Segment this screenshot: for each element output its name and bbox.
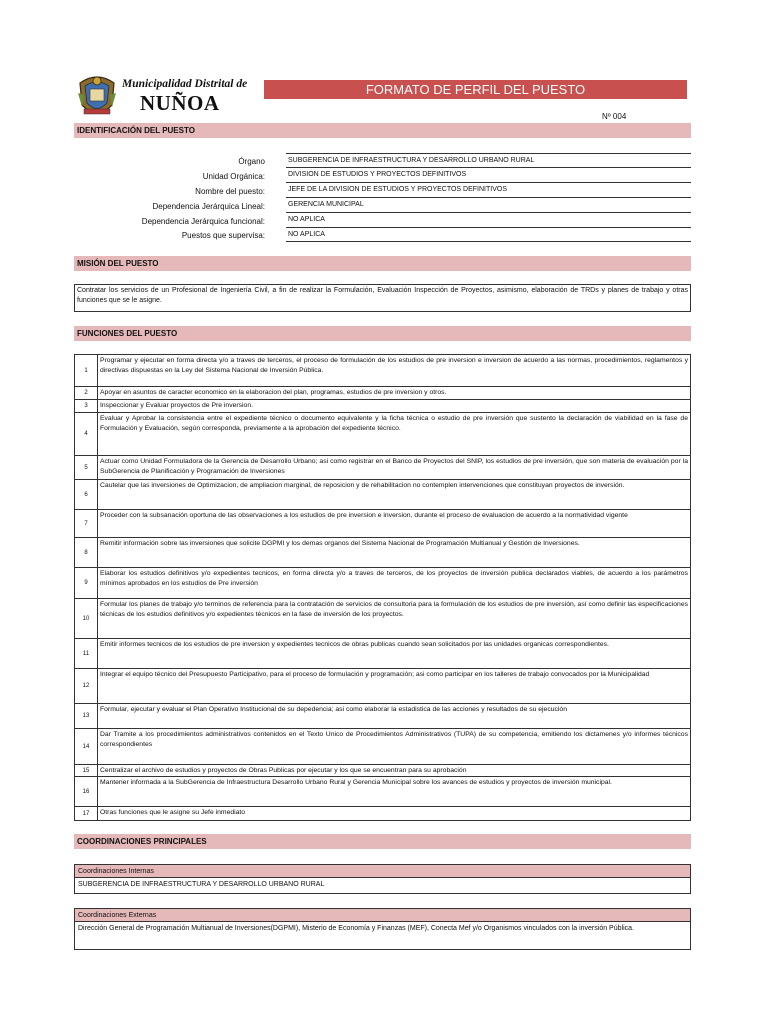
table-row	[75, 599, 690, 639]
field-label-dependencia-lineal: Dependencia Jerárquica Lineal:	[152, 202, 265, 211]
table-row	[75, 568, 690, 599]
field-label-dependencia-funcional: Dependencia Jerárquica funcional:	[141, 217, 265, 226]
row-number: 12	[82, 683, 90, 689]
row-number: 2	[84, 390, 88, 396]
row-number: 5	[84, 464, 88, 471]
row-number: 9	[84, 580, 88, 586]
table-row	[75, 400, 690, 413]
field-value-dependencia-funcional: NO APLICA	[286, 212, 691, 226]
row-number: 10	[82, 615, 90, 622]
field-value-puestos-supervisa: NO APLICA	[286, 227, 691, 242]
section-funciones-header: FUNCIONES DEL PUESTO	[74, 326, 691, 341]
row-number: 1	[84, 367, 88, 374]
field-value-dependencia-lineal: GERENCIA MUNICIPAL	[286, 197, 691, 211]
field-label-unidad-organica: Unidad Orgánica:	[202, 172, 265, 181]
row-number: 3	[84, 403, 88, 409]
function-text: Proceder con la subsanación oportuna de las observaciones a los estudios de pre inversion e inversion, durante el proceso de evaluacion de acuerdo a la normatividad vigente	[97, 510, 690, 537]
table-row	[75, 669, 690, 704]
table-row	[75, 413, 690, 456]
table-row	[75, 538, 690, 568]
function-text: Actuar como Unidad Formuladora de la Gerencia de Desarrollo Urbano; asi como registrar en el Banco de Proyectos del SNIP, los estudios de pre inversión, que son materia de evaluación por la SubGerencia de Planificación y Programación de Inversiones	[97, 456, 690, 479]
row-number: 17	[82, 810, 90, 817]
row-number: 11	[82, 650, 90, 657]
row-number: 7	[84, 520, 88, 527]
field-value-organo: SUBGERENCIA DE INFRAESTRUCTURA Y DESARROLLO URBANO RURAL	[286, 153, 691, 167]
function-text: Cautelar que las inversiones de Optimizacion, de ampliacion marginal, de reposicion y de rehabilitacion no contemplen intervenciones que constituyan proyectos de inversión.	[97, 480, 690, 509]
table-row	[75, 704, 690, 729]
table-row	[75, 510, 690, 538]
field-label-puestos-supervisa: Puestos que supervisa:	[181, 231, 265, 240]
function-text: Elaborar los estudios definitivos y/o expedientes tecnicos, en forma directa y/o a traves de terceros, de los proyectos de inversión publica declarados viables, de acuerdo a los parámetros mínimos aprobados en los estudios de Pre inversión	[97, 568, 690, 598]
city-name: NUÑOA	[140, 91, 220, 115]
function-text: Remitir información sobre las inversiones que solicite DGPMI y los demas organos del Sistema Nacional de Programación Multianual y Gestión de Inversiones.	[97, 538, 690, 567]
function-text: Inspeccionar y Evaluar proyectos de Pre inversion.	[97, 400, 690, 412]
row-number: 4	[84, 431, 88, 437]
function-text: Otras funciones que le asigne su Jefe inmediato	[97, 807, 690, 820]
function-text: Formular, ejecutar y evaluar el Plan Operativo Institucional de su depedencia; asi como elaborar la estadistica de las acciones y resultados de su ejecución	[97, 704, 690, 728]
row-number: 14	[82, 743, 90, 750]
table-row	[75, 456, 690, 480]
field-value-nombre-puesto: JEFE DE LA DIVISION DE ESTUDIOS Y PROYECTOS DEFINITIVOS	[286, 182, 691, 196]
coordinaciones-internas-label: Coordinaciones Internas	[74, 864, 691, 878]
function-text: Integrar el equipo técnico del Presupuesto Participativo, para el proceso de formulación y programación; asi como participar en los talleres de trabajo convocados por la Municipalidad	[97, 669, 690, 703]
table-row	[75, 765, 690, 777]
municipal-emblem-logo	[76, 73, 118, 119]
table-row	[75, 777, 690, 807]
section-coordinaciones-header: COORDINACIONES PRINCIPALES	[74, 834, 691, 849]
field-label-nombre-puesto: Nombre del puesto:	[195, 187, 265, 196]
municipality-name: Municipalidad Distrital de	[122, 78, 248, 90]
table-row	[75, 729, 690, 765]
table-row	[75, 480, 690, 510]
section-identificacion-header: IDENTIFICACIÓN DEL PUESTO	[74, 123, 691, 138]
row-number: 13	[82, 713, 90, 719]
coordinaciones-internas-value: SUBGERENCIA DE INFRAESTRUCTURA Y DESARROLLO URBANO RURAL	[74, 878, 691, 894]
document-title: FORMATO DE PERFIL DEL PUESTO	[264, 80, 687, 99]
coordinaciones-externas-value: Dirección General de Programación Multianual de Inversiones(DGPMI), Misterio de Economía y Finanzas (MEF), Conecta Mef y/o Organismos vinculados con la inversión Pública.	[74, 922, 691, 950]
row-number: 15	[82, 767, 90, 774]
row-number: 16	[82, 788, 90, 795]
table-row	[75, 807, 690, 820]
coordinaciones-externas-label: Coordinaciones Externas	[74, 908, 691, 922]
table-row	[75, 355, 690, 387]
funciones-table	[74, 354, 691, 821]
function-text: Dar Tramite a los procedimientos administrativos contenidos en el Texto Unico de Procedimientos Administrativos (TUPA) de su competencia, emitiendo los dictamenes y/o informes técnicos correspondientes	[97, 729, 690, 764]
field-value-unidad-organica: DIVISION DE ESTUDIOS Y PROYECTOS DEFINITIVOS	[286, 167, 691, 181]
section-mision-header: MISIÓN DEL PUESTO	[74, 256, 691, 271]
function-text: Apoyar en asuntos de caracter economico en la elaboracion del plan, programas, estudios de pre inversion y otros.	[97, 387, 690, 399]
function-text: Programar y ejecutar en forma directa y/o a traves de terceros, el proceso de formulación de los estudios de pre inversion e inversion de acuerdo a las normas, procedimientos, reglamentos y directivas dispuestas en la Ley del Sistema Nacional de Inversión Pública.	[97, 355, 690, 386]
row-number: 8	[84, 549, 88, 556]
function-text: Emitir informes tecnicos de los estudios de pre inversion y expedientes tecnicos de obras publicas cuando sean solicitados por las unidades organicas correspondientes.	[97, 639, 690, 668]
document-number: Nº 004	[602, 112, 627, 121]
row-number: 6	[84, 491, 88, 498]
field-label-organo: Órgano	[238, 157, 265, 166]
table-row	[75, 639, 690, 669]
function-text: Mantener informada a la SubGerencia de Infraestructura Desarrollo Urbano Rural y Gerencia Municipal sobre los avances de estudios y proyectos de inversión municipal.	[97, 777, 690, 806]
function-text: Centralizar el archivo de estudios y proyectos de Obras Publicas por ejecutar y los que se encuentran para su aprobación	[97, 765, 690, 776]
table-row	[75, 387, 690, 400]
function-text: Evaluar y Aprobar la consistencia entre el expediente técnico o documento equivalente y la ficha técnica o estudio de pre inversión que sustento la declaración de viabilidad en la fase de Formulación y Evaluación, según corresponda, previamente a la aprobación del expediente técnico.	[97, 413, 690, 455]
mision-text: Contratar los servicios de un Profesional de Ingeniería Civil, a fin de realizar la Formulación, Evaluación Inspección de Proyectos, asimismo, elaboración de TRDs y planes de trabajo y otras funciones que se le asigne.	[74, 284, 691, 312]
function-text: Formular los planes de trabajo y/o terminos de referencia para la contratación de servicios de consultoria para la formulación de los estudios de pre inversión, así como definir las especificaciones técnicas de los estudios definitivos y/o expedientes técnicos en la fase de inversión de los proyectos.	[97, 599, 690, 638]
